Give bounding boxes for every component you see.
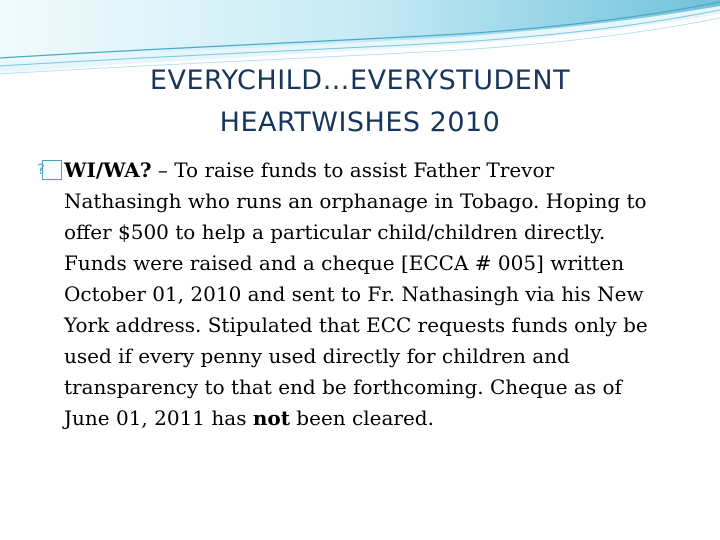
body-text-1: – To raise funds to assist Father Trevor Nathasingh who runs an orphanage in Tobago. Hoping to offer $500 to help a particular child/children directly. Funds were raised and a cheque [ECCA # 005] written October 01, 2010 and sent to Fr. Nathasingh via his New York address. Stipulated that ECC requests funds only be used if every penny used directly for children and transparency to that end be forthcoming. Cheque as of June 01, 2011 has	[64, 158, 648, 430]
body-text-2: been cleared.	[289, 406, 434, 430]
body-label: WI/WA?	[64, 158, 152, 182]
bullet-icon	[42, 160, 62, 180]
slide-body	[42, 155, 672, 434]
body-emphasis: not	[252, 406, 290, 430]
slide-title	[40, 60, 680, 144]
title-line-2: HEARTWISHES 2010	[219, 107, 501, 138]
bullet-paragraph	[42, 155, 672, 434]
title-line-1: EVERYCHILD…EVERYSTUDENT	[149, 65, 571, 96]
